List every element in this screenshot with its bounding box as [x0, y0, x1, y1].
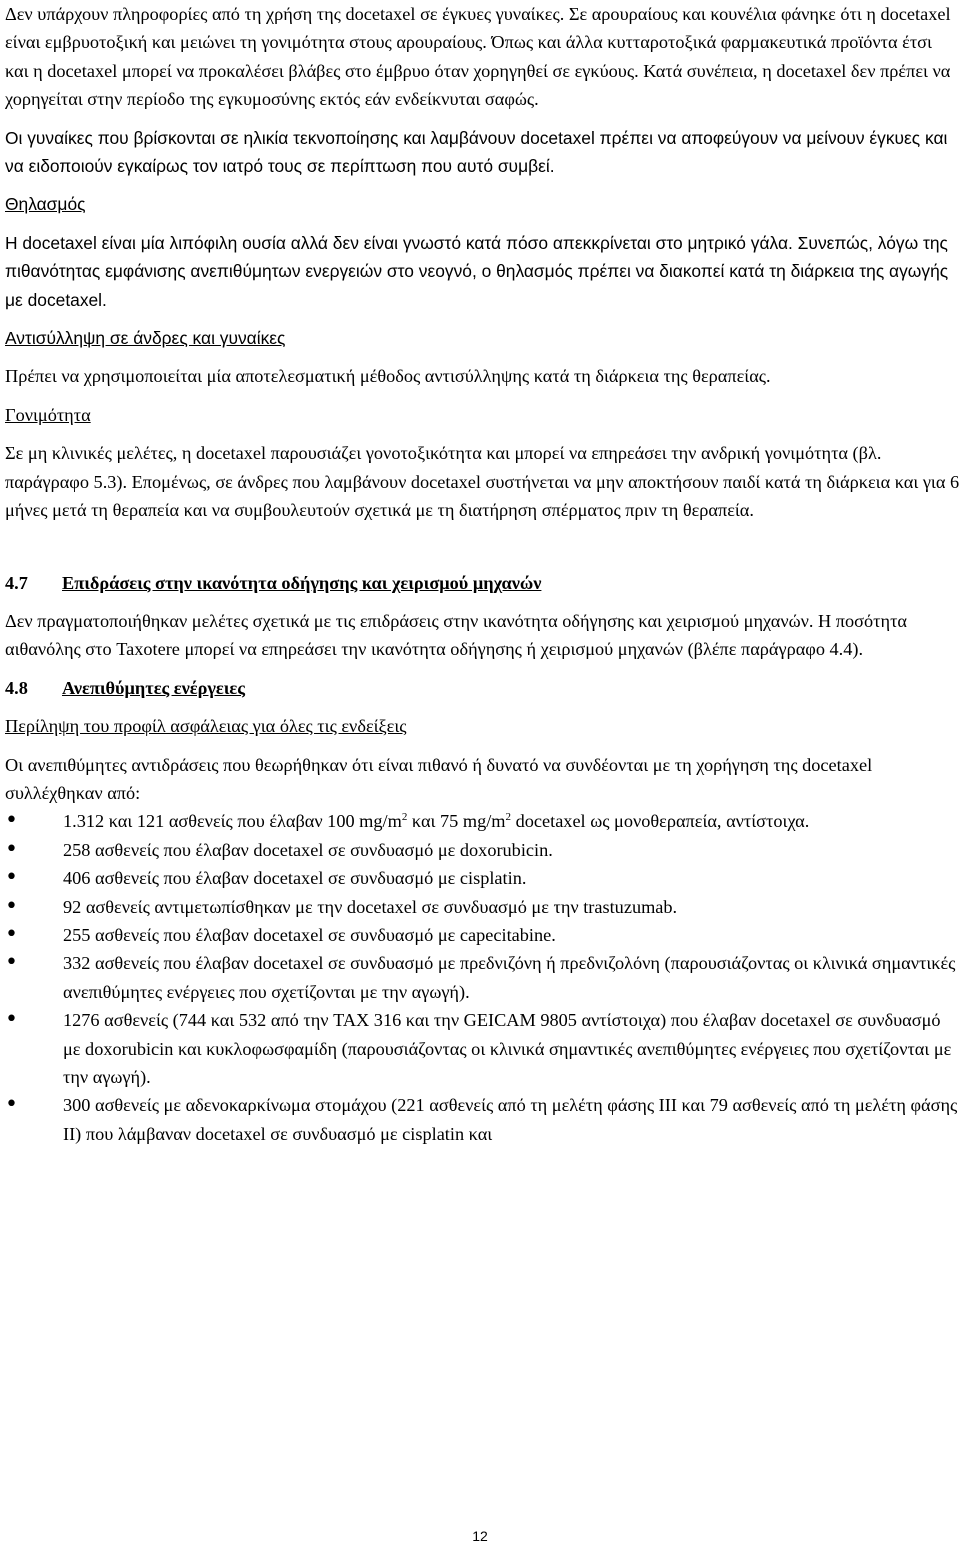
childbearing-paragraph: Οι γυναίκες που βρίσκονται σε ηλικία τεκνοποίησης και λαμβάνουν docetaxel πρέπει να αποφεύγουν να μείνουν έγκυες και να ειδοποιούν εγκαίρως τον ιατρό τους σε περίπτωση που αυτό συμβεί. [5, 127, 948, 177]
section-4-8-heading [5, 674, 960, 702]
safety-profile-subheading: Περίληψη του προφίλ ασφάλειας για όλες τις ενδείξεις [5, 716, 407, 737]
breastfeeding-paragraph: Η docetaxel είναι μία λιπόφιλη ουσία αλλά δεν είναι γνωστό κατά πόσο απεκκρίνεται στο μητρικό γάλα. Συνεπώς, λόγω της πιθανότητας εμφάνισης ανεπιθύμητων ενεργειών στο νεογνό, ο θηλασμός πρέπει να διακοπεί κατά τη διάρκεια της αγωγής με docetaxel. [5, 232, 949, 310]
pregnancy-paragraph: Δεν υπάρχουν πληροφορίες από τη χρήση της docetaxel σε έγκυες γυναίκες. Σε αρουραίους και κουνέλια φάνηκε ότι η docetaxel είναι εμβρυοτοξική και μειώνει τη γονιμότητα στους αρουραίους. Όπως και άλλα κυτταροτοξικά φαρμακευτικά προϊόντα έτσι και η docetaxel μπορεί να προκαλέσει βλάβες στο έμβρυο όταν χορηγηθεί σε εγκύους. Κατά συνέπεια, η docetaxel δεν πρέπει να χορηγείται στην περίοδο της εγκυμοσύνης εκτός εάν ενδείκνυται σαφώς. [5, 4, 951, 110]
list-item: • 255 ασθενείς που έλαβαν docetaxel σε συνδυασμό με capecitabine. [5, 921, 960, 949]
patient-groups-list [5, 807, 960, 1148]
list-item: • 1276 ασθενείς (744 και 532 από την TAX 316 και την GEICAM 9805 αντίστοιχα) που έλαβαν docetaxel σε συνδυασμό με doxorubicin και κυκλοφωσφαμίδη (παρουσιάζοντας οι κλινικά σημαντικές ανεπιθύμητες ενέργειες που σχετίζονται με την αγωγή). [5, 1006, 960, 1091]
list-item: • 406 ασθενείς που έλαβαν docetaxel σε συνδυασμό με cisplatin. [5, 864, 960, 892]
list-item: • 300 ασθενείς με αδενοκαρκίνωμα στομάχου (221 ασθενείς από τη μελέτη φάσης ΙΙΙ και 79 ασθενείς από τη μελέτη φάσης ΙΙ) που λάμβαναν docetaxel σε συνδυασμό με cisplatin και [5, 1091, 960, 1148]
section-4-7-heading [5, 569, 960, 597]
breastfeeding-heading: Θηλασμός [5, 194, 86, 215]
list-item: • 332 ασθενείς που έλαβαν docetaxel σε συνδυασμό με πρεδνιζόνη ή πρεδνιζολόνη (παρουσιάζοντας οι κλινικά σημαντικές ανεπιθύμητες ενέργειες που σχετίζονται με την αγωγή). [5, 949, 960, 1006]
adverse-reactions-intro: Οι ανεπιθύμητες αντιδράσεις που θεωρήθηκαν ότι είναι πιθανό ή δυνατό να συνδέονται με τη χορήγηση της docetaxel συλλέχθηκαν από: [5, 754, 873, 803]
list-item: • 258 ασθενείς που έλαβαν docetaxel σε συνδυασμό με doxorubicin. [5, 836, 960, 864]
contraception-paragraph: Πρέπει να χρησιμοποιείται μία αποτελεσματική μέθοδος αντισύλληψης κατά τη διάρκεια της θεραπείας. [5, 366, 771, 387]
fertility-paragraph: Σε μη κλινικές μελέτες, η docetaxel παρουσιάζει γονοτοξικότητα και μπορεί να επηρεάσει την ανδρική γονιμότητα (βλ. παράγραφο 5.3). Επομένως, σε άνδρες που λαμβάνουν docetaxel συστήνεται να μην αποκτήσουν παιδί κατά τη διάρκεια και για 6 μήνες μετά τη θεραπεία και να συμβουλευτούν σχετικά με τη διατήρηση σπέρματος πριν τη θεραπεία. [5, 443, 960, 521]
contraception-heading: Αντισύλληψη σε άνδρες και γυναίκες [5, 328, 286, 349]
section-4-7-paragraph: Δεν πραγματοποιήθηκαν μελέτες σχετικά με τις επιδράσεις στην ικανότητα οδήγησης και χειρισμού μηχανών. Η ποσότητα αιθανόλης στο Taxotere μπορεί να επηρεάσει την ικανότητα οδήγησης ή χειρισμού μηχανών (βλέπε παράγραφο 4.4). [5, 610, 908, 660]
section-title: Ανεπιθύμητες ενέργειες [62, 677, 245, 698]
fertility-heading: Γονιμότητα [5, 404, 91, 425]
page-number: 12 [472, 1528, 488, 1544]
section-number: 4.7 [5, 572, 28, 593]
list-item: • 1.312 και 121 ασθενείς που έλαβαν 100 $mg/m^2$ και 75 $mg/m^2$ docetaxel ως μονοθεραπεία, αντίστοιχα. [5, 807, 960, 835]
section-number: 4.8 [5, 677, 28, 698]
section-title: Επιδράσεις στην ικανότητα οδήγησης και χειρισμού μηχανών [62, 572, 542, 593]
list-item: • 92 ασθενείς αντιμετωπίσθηκαν με την docetaxel σε συνδυασμό με την trastuzumab. [5, 893, 960, 921]
